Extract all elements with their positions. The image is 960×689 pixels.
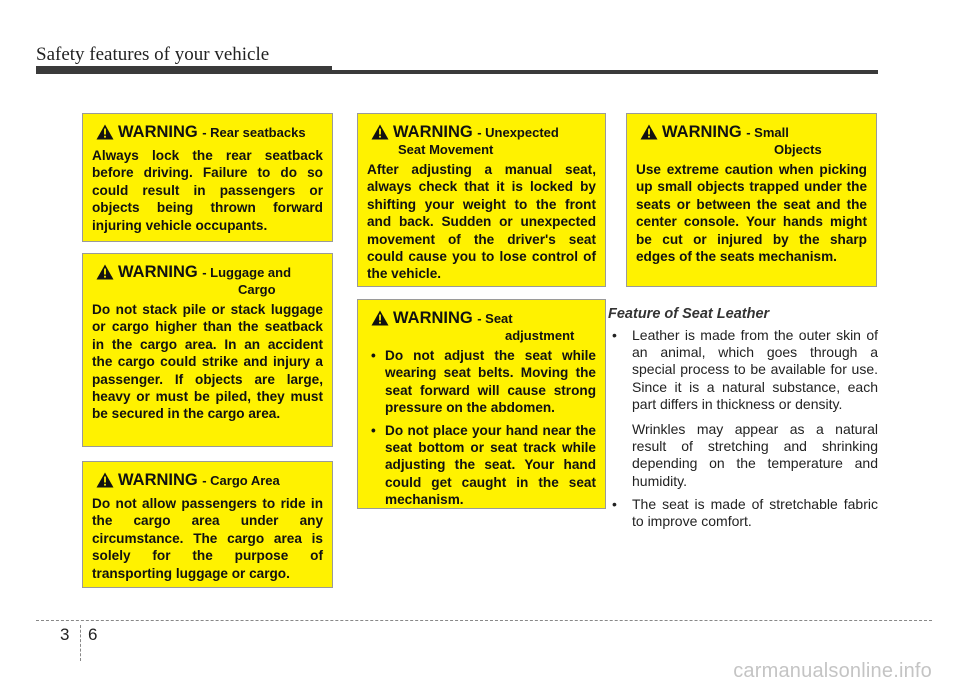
warning-box-small-objects [626, 113, 877, 287]
warning-box-cargo-area [82, 461, 333, 588]
warning-triangle-icon [96, 264, 114, 280]
warning-triangle-icon [371, 124, 389, 140]
warning-header [367, 123, 596, 157]
warning-list [367, 347, 596, 509]
warning-box-rear-seatbacks [82, 113, 333, 242]
warning-subtitle-line2: Objects [774, 142, 822, 157]
feature-list [608, 327, 878, 536]
feature-item-text: Leather is made from the outer skin of an animal, which goes through a special process to be available for use. Since it is a natural substance, each part differs in thickness or density. [632, 327, 878, 412]
warning-triangle-icon [640, 124, 658, 140]
warning-subtitle: - Seat [477, 311, 513, 326]
warning-word: WARNING [118, 263, 198, 281]
warning-triangle-icon [96, 124, 114, 140]
section-title: Safety features of your vehicle [36, 44, 270, 65]
warning-triangle-icon [371, 310, 389, 326]
header-rule-tab [36, 66, 332, 74]
warning-box-seat-adjustment [357, 299, 606, 509]
warning-header [92, 471, 323, 491]
warning-subtitle: - Cargo Area [202, 473, 280, 488]
warning-word: WARNING [118, 123, 198, 141]
feature-title: Feature of Seat Leather [608, 306, 770, 322]
warning-subtitle: - Luggage and [202, 265, 292, 280]
warning-subtitle: - Rear seatbacks [202, 125, 306, 140]
warning-body: Use extreme caution when picking up small objects trapped under the seats or between the seat and the center console. Your hands might be cut or injured by the sharp edges of the seats mechanism. [636, 162, 867, 265]
watermark: carmanualsonline.info [733, 660, 932, 682]
warning-subtitle-line2: adjustment [505, 328, 575, 343]
warning-header [367, 309, 596, 343]
warning-body: Always lock the rear seatback before driving. Failure to do so could result in passengers or objects being thrown forward injuring vehicle occupants. [92, 148, 323, 233]
warning-body: After adjusting a manual seat, always check that it is locked by shifting your weight to the front and back. Sudden or unexpected movement of the driver's seat could cause you to lose control of the vehicle. [367, 162, 596, 282]
warning-word: WARNING [393, 309, 473, 327]
warning-box-unexpected-seat-movement [357, 113, 606, 287]
chapter-number: 3 [60, 625, 70, 644]
warning-header [92, 263, 323, 297]
warning-word: WARNING [118, 471, 198, 489]
warning-subtitle: - Unexpected [477, 125, 559, 140]
footer-rule [36, 620, 932, 621]
feature-list-item [608, 327, 878, 490]
warning-list-item: • Do not place your hand near the seat bottom or seat track while adjusting the seat. Your hand could get caught in the seat mechanism. [367, 422, 596, 509]
warning-subtitle-line2: Seat Movement [398, 142, 494, 157]
warning-box-luggage-cargo [82, 253, 333, 447]
page-number-separator [80, 625, 81, 661]
warning-word: WARNING [662, 123, 742, 141]
warning-subtitle-line2: Cargo [238, 282, 276, 297]
warning-triangle-icon [96, 472, 114, 488]
warning-word: WARNING [393, 123, 473, 141]
warning-header [636, 123, 867, 157]
feature-item-extra: Wrinkles may appear as a natural result of stretching and shrinking depending on the temperature and humidity. [632, 421, 878, 489]
feature-item-text: The seat is made of stretchable fabric to improve comfort. [632, 495, 878, 530]
warning-body: Do not allow passengers to ride in the cargo area under any circumstance. The cargo area is solely for the purpose of transporting luggage or cargo. [92, 496, 323, 581]
warning-body: Do not stack pile or stack luggage or cargo higher than the seatback in the cargo area. In an accident the cargo could strike and injury a passenger. If objects are large, heavy or must be piled, they must be secured in the cargo area. [92, 302, 323, 422]
warning-subtitle: - Small [746, 125, 789, 140]
warning-header [92, 123, 323, 143]
warning-list-item: • Do not adjust the seat while wearing seat belts. Moving the seat forward will cause strong pressure on the abdomen. [367, 347, 596, 417]
page-number: 6 [88, 625, 98, 644]
feature-list-item [608, 496, 878, 530]
